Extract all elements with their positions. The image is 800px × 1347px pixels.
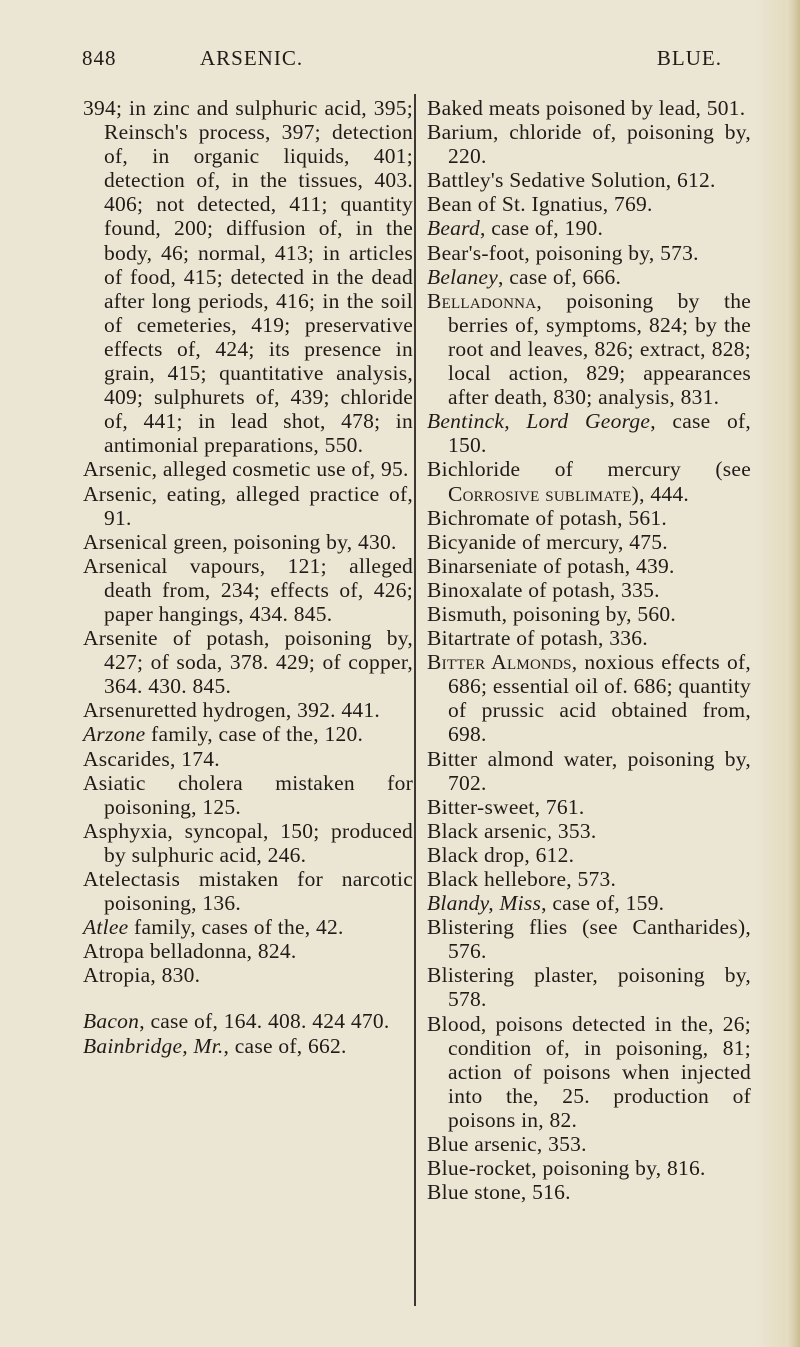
entry-text: , poisoning by the berries of, symptoms, 824; by the root and leaves, 826; extract, 828; local action, 829; appearances after death, 830; analysis, 831. <box>448 288 751 410</box>
index-entry <box>427 289 751 409</box>
index-entry <box>83 722 413 746</box>
running-header <box>82 46 722 76</box>
entry-text: Black drop, 612. <box>427 842 575 867</box>
index-entry <box>427 216 751 240</box>
running-title-left: ARSENIC. <box>200 46 304 70</box>
index-entry <box>83 530 413 554</box>
index-entry <box>427 1012 751 1132</box>
entry-text: Atropia, 830. <box>83 963 201 988</box>
index-entry <box>83 554 413 626</box>
index-entry <box>427 819 751 843</box>
index-entry <box>427 1132 751 1156</box>
index-entry <box>83 1009 413 1033</box>
running-title-right: BLUE. <box>656 46 722 70</box>
index-entry <box>427 265 751 289</box>
index-entry <box>427 795 751 819</box>
column-divider <box>414 94 416 1306</box>
entry-text: Bismuth, poisoning by, 560. <box>427 601 677 626</box>
index-entry <box>83 915 413 939</box>
entry-text: , case of, 164. 408. 424 470. <box>139 1009 390 1034</box>
entry-text: Blistering flies (see Cantharides), 576. <box>427 915 751 964</box>
index-entry <box>427 891 751 915</box>
entry-text: Arsenite of potash, poisoning by, 427; of soda, 378. 429; of copper, 364. 430. 845. <box>83 626 413 699</box>
index-entry <box>427 168 751 192</box>
entry-text: Bacon <box>83 1009 140 1034</box>
entry-text: Binoxalate of potash, 335. <box>427 577 660 602</box>
index-entry <box>427 96 751 120</box>
entry-text: Atropa belladonna, 824. <box>83 939 297 964</box>
entry-text: Arzone <box>83 722 146 747</box>
index-entry <box>83 819 413 867</box>
entry-text: Bichromate of potash, 561. <box>427 505 667 530</box>
entry-text: , noxious effects of, 686; essential oil of. 686; quantity of prussic acid obtained from, 698. <box>448 650 751 747</box>
index-entry <box>83 482 413 530</box>
index-gap <box>83 987 413 1009</box>
entry-text: Atelectasis mistaken for narcotic poisoning, 136. <box>83 867 413 916</box>
entry-text: Bichloride of mercury (see <box>427 457 751 482</box>
entry-text: Belladonna <box>427 288 537 313</box>
page-edge <box>786 0 800 1347</box>
entry-text: Bear's-foot, poisoning by, 573. <box>427 240 699 265</box>
index-entry <box>83 771 413 819</box>
entry-text: Bean of St. Ignatius, 769. <box>427 192 653 217</box>
entry-text: Arsenical green, poisoning by, 430. <box>83 529 397 554</box>
index-entry <box>427 506 751 530</box>
index-entry <box>83 698 413 722</box>
entry-text: Black arsenic, 353. <box>427 818 597 843</box>
index-entry <box>427 409 751 457</box>
entry-text: Ascarides, 174. <box>83 746 220 771</box>
entry-text: Bitter-sweet, 761. <box>427 794 585 819</box>
entry-text: Asphyxia, syncopal, 150; produced by sulphuric acid, 246. <box>83 818 413 867</box>
entry-text: , case of, 159. <box>541 891 665 916</box>
entry-text: Baked meats poisoned by lead, 501. <box>427 96 746 120</box>
index-entry <box>427 843 751 867</box>
index-entry <box>83 457 413 481</box>
index-entry <box>427 915 751 963</box>
index-entry <box>83 867 413 915</box>
entry-text: , case of, 190. <box>480 216 604 241</box>
entry-text: Blue stone, 516. <box>427 1180 571 1205</box>
entry-text: Arsenical vapours, 121; alleged death from, 234; effects of, 426; paper hangings, 434. 845. <box>83 553 413 626</box>
entry-text: , case of, 666. <box>498 264 622 289</box>
index-entry-continuation <box>83 96 413 457</box>
index-entry <box>427 554 751 578</box>
entry-text: Battley's Sedative Solution, 612. <box>427 168 716 193</box>
index-entry <box>427 602 751 626</box>
index-entry <box>427 747 751 795</box>
index-entry <box>427 530 751 554</box>
index-entry <box>427 457 751 505</box>
entry-text: Blistering plaster, poisoning by, 578. <box>427 963 751 1012</box>
index-entry <box>427 867 751 891</box>
index-entry <box>83 939 413 963</box>
index-entry <box>427 241 751 265</box>
entry-text: Black hellebore, 573. <box>427 867 617 891</box>
entry-text: Atlee <box>83 915 129 940</box>
index-entry <box>427 650 751 746</box>
entry-text: Bitter almond water, poisoning by, 702. <box>427 746 751 795</box>
index-entry <box>427 192 751 216</box>
entry-text: 394; in zinc and sulphuric acid, 395; Reinsch's process, 397; detection of, in organic liquids, 401; detection of, in the tissues, 403. 406; not detected, 411; quantity found, 200; diffusion of, in the body, 46; normal, 413; in articles of food, 415; detected in the dead after long periods, 416; in the soil of cemeteries, 419; preservative effects of, 424; its presence in grain, 415; quantitative analysis, 409; sulphurets of, 439; chloride of, 441; in lead shot, 478; in antimonial preparations, 550. <box>83 96 413 458</box>
entry-text: Arsenic, alleged cosmetic use of, 95. <box>83 457 409 482</box>
entry-text: Beard <box>427 216 480 241</box>
entry-text: Arsenuretted hydrogen, 392. 441. <box>83 698 380 723</box>
index-column-left <box>83 96 413 1058</box>
entry-text: Bicyanide of mercury, 475. <box>427 529 668 554</box>
entry-text: Binarseniate of potash, 439. <box>427 553 675 578</box>
entry-text: Asiatic cholera mistaken for poisoning, 125. <box>83 770 413 819</box>
entry-text: Blandy, Miss <box>427 891 542 916</box>
entry-text: Bitartrate of potash, 336. <box>427 626 648 651</box>
index-entry <box>427 578 751 602</box>
entry-text: Corrosive sublimate <box>448 481 632 506</box>
entry-text: Blue-rocket, poisoning by, 816. <box>427 1156 706 1181</box>
index-entry <box>427 120 751 168</box>
index-entry <box>427 1156 751 1180</box>
entry-text: Blood, poisons detected in the, 26; condition of, in poisoning, 81; action of poisons when injected into the, 25. production of poisons in, 82. <box>427 1011 751 1132</box>
entry-text: , case of, 662. <box>223 1033 347 1058</box>
entry-text: Belaney <box>427 264 498 289</box>
entry-text: Barium, chloride of, poisoning by, 220. <box>427 120 751 169</box>
entry-text: Bainbridge, Mr. <box>83 1033 224 1058</box>
entry-text: ), 444. <box>631 481 689 506</box>
entry-text: , case of, 150. <box>448 409 752 458</box>
index-entry <box>427 1180 751 1204</box>
page-number: 848 <box>82 46 117 70</box>
entry-text: family, cases of the, 42. <box>128 915 344 940</box>
index-entry <box>83 1034 413 1058</box>
entry-text: Bitter Almonds <box>427 650 572 675</box>
index-column-right <box>427 96 751 1204</box>
entry-text: family, case of the, 120. <box>145 722 364 747</box>
entry-text: Blue arsenic, 353. <box>427 1132 587 1157</box>
index-entry <box>427 963 751 1011</box>
index-entry <box>83 747 413 771</box>
entry-text: Bentinck, Lord George <box>427 409 651 434</box>
index-entry <box>83 626 413 698</box>
entry-text: Arsenic, eating, alleged practice of, 91. <box>83 481 413 530</box>
index-entry <box>83 963 413 987</box>
index-entry <box>427 626 751 650</box>
page-edge-shading <box>756 0 786 1347</box>
